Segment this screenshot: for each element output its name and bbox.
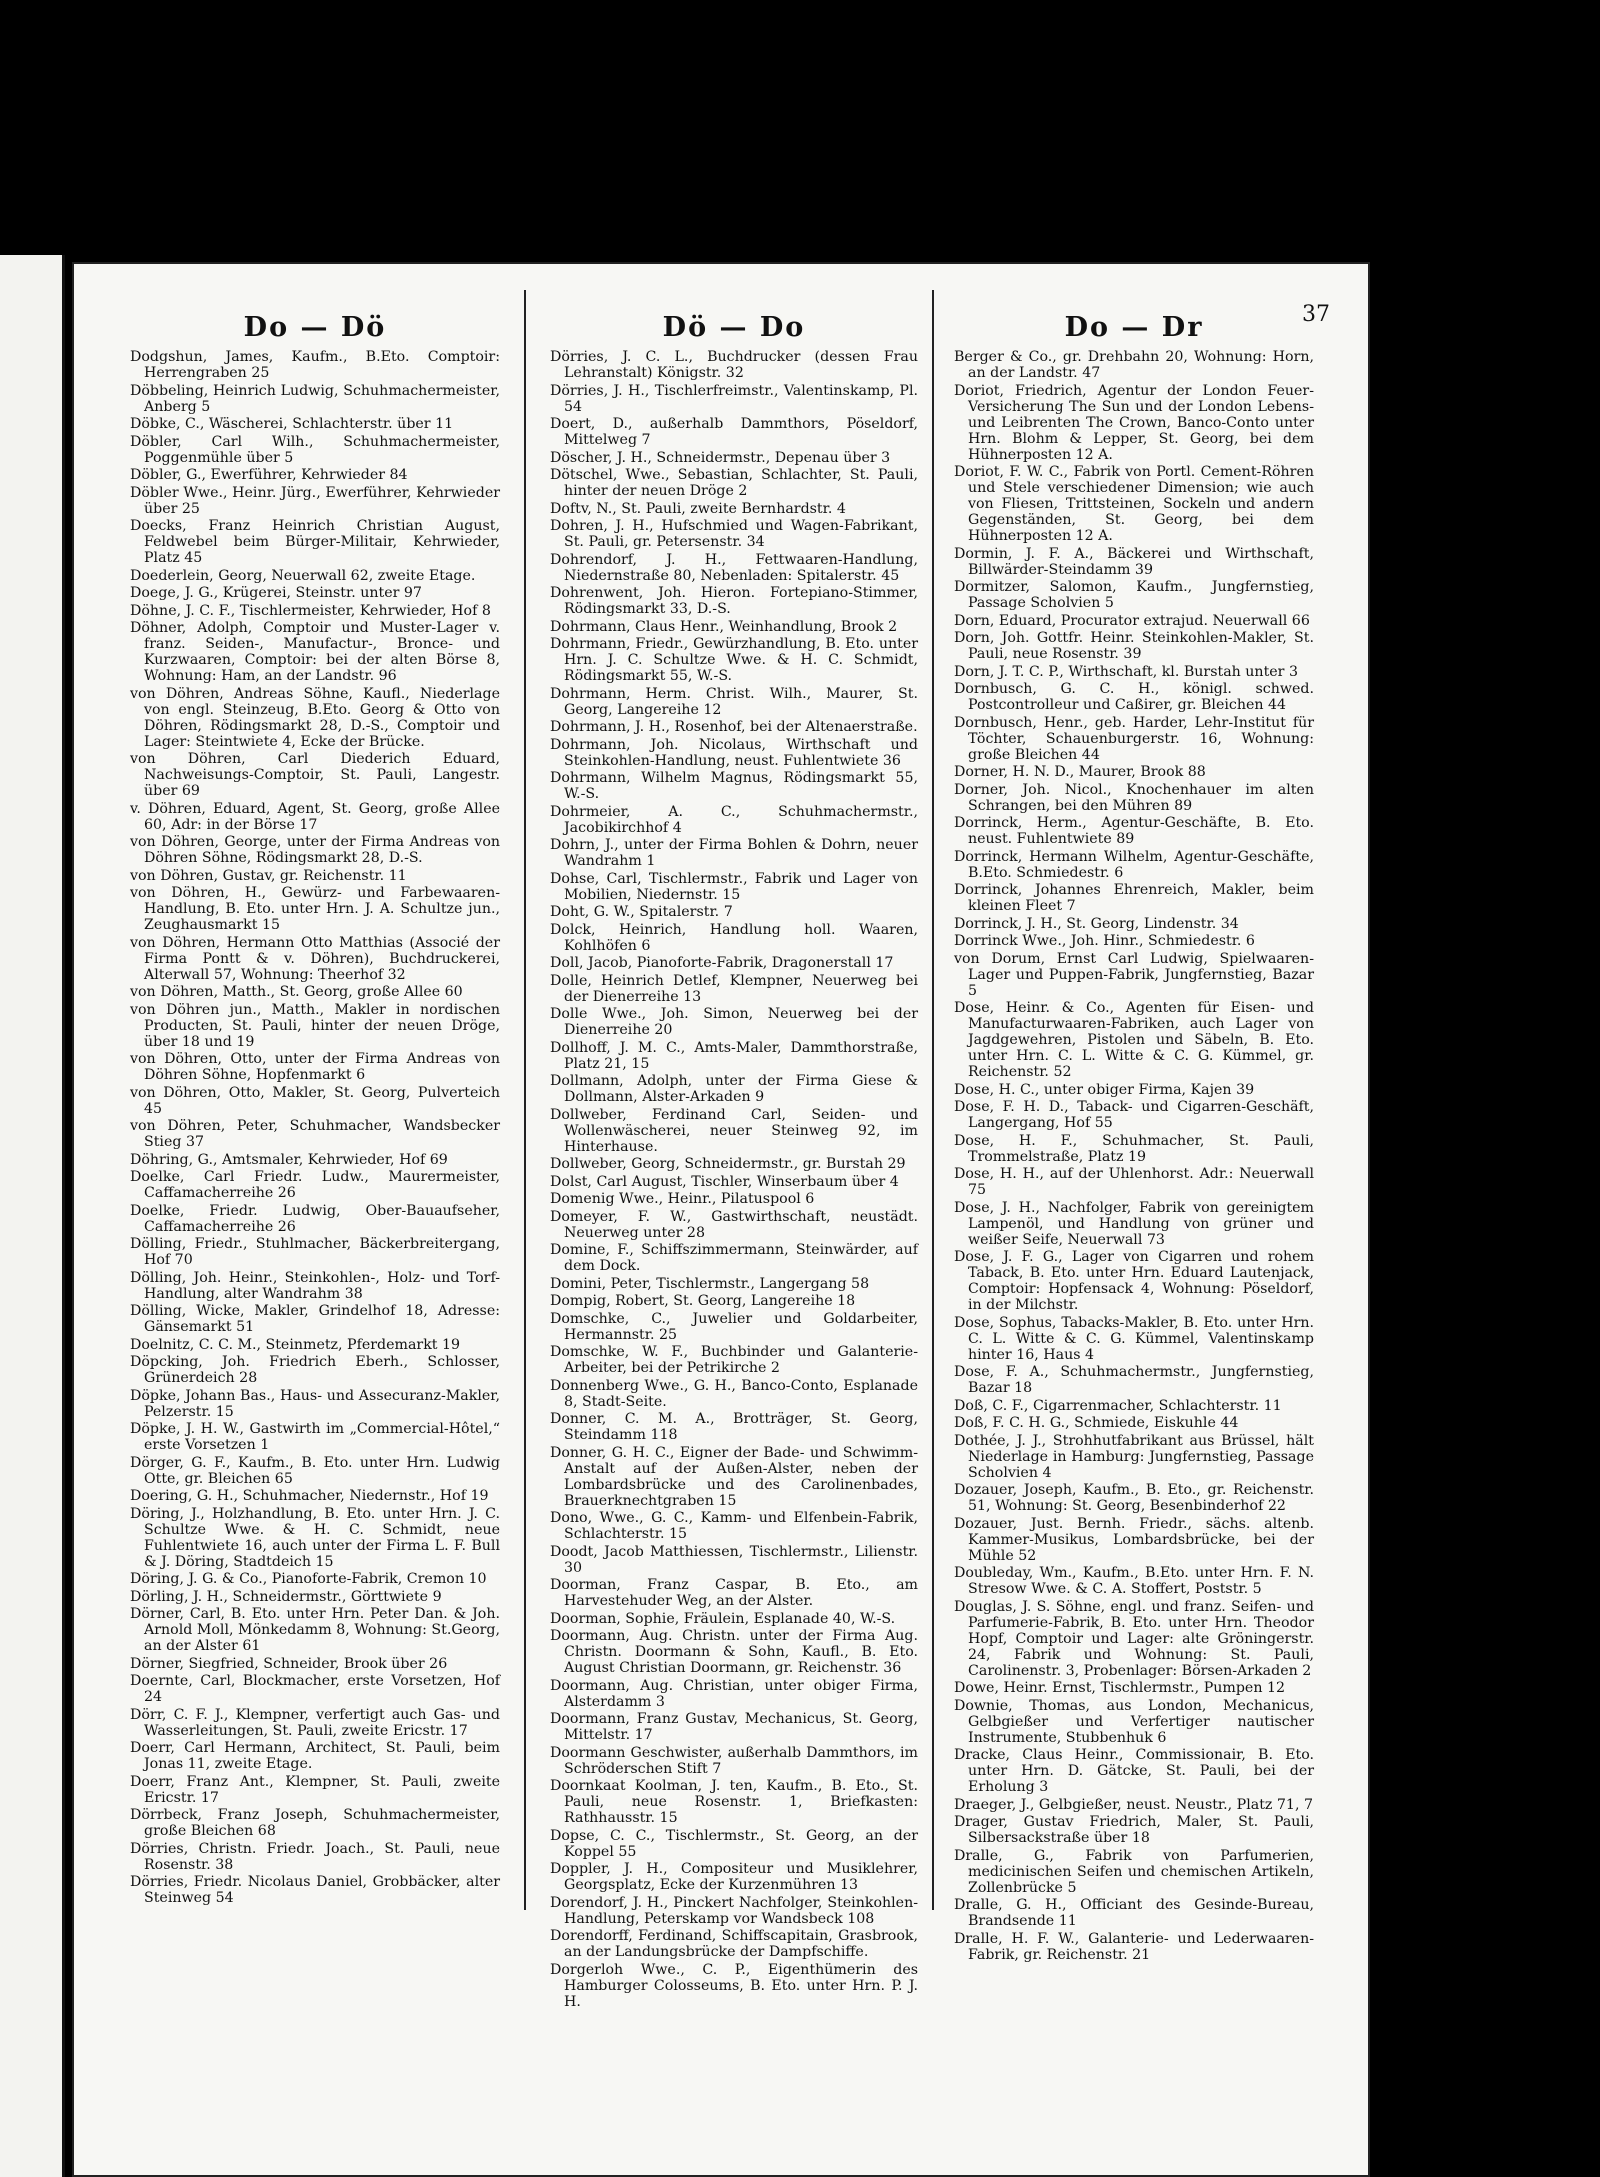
directory-entry: Dose, H. F., Schuhmacher, St. Pauli, Trommelstraße, Platz 19	[954, 1132, 1314, 1165]
directory-entry: Donnenberg Wwe., G. H., Banco-Conto, Esplanade 8, Stadt-Seite.	[550, 1377, 918, 1410]
directory-entry: Döpcking, Joh. Friedrich Eberh., Schlosser, Grünerdeich 28	[130, 1354, 500, 1386]
directory-entry: Dose, J. H., Nachfolger, Fabrik von gereinigtem Lampenöl, und Handlung von grüner und weißer Seife, Neuerwall 73	[954, 1199, 1314, 1248]
directory-entry: Döhne, J. C. F., Tischlermeister, Kehrwieder, Hof 8	[130, 602, 491, 619]
column-divider-1	[524, 290, 526, 1910]
directory-entry: Dose, Sophus, Tabacks-Makler, B. Eto. unter Hrn. C. L. Witte & C. G. Kümmel, Valentinskamp hinter 16, Haus 4	[954, 1314, 1314, 1363]
directory-entry: Dorgerloh Wwe., C. P., Eigenthümerin des Hamburger Colosseums, B. Eto. unter Hrn. P. J. H.	[550, 1961, 918, 2010]
directory-entry: Domini, Peter, Tischlermstr., Langergang 58	[550, 1275, 870, 1292]
directory-entry: Dörner, Carl, B. Eto. unter Hrn. Peter Dan. & Joh. Arnold Moll, Mönkedamm 8, Wohnung: St.Georg, an der Alster 61	[130, 1606, 500, 1654]
directory-entry: Doftv, N., St. Pauli, zweite Bernhardstr. 4	[550, 500, 846, 517]
directory-entry: Dohrmann, Friedr., Gewürzhandlung, B. Eto. unter Hrn. J. C. Schultze Wwe. & H. C. Schmidt, Rödingsmarkt 55, W.-S.	[550, 636, 918, 684]
directory-entry: Draeger, J., Gelbgießer, neust. Neustr., Platz 71, 7	[954, 1796, 1314, 1813]
directory-entry: Dracke, Claus Heinr., Commissionair, B. Eto. unter Hrn. D. Gätcke, St. Pauli, bei der Erholung 3	[954, 1747, 1314, 1795]
directory-entry: Doering, G. H., Schuhmacher, Niedernstr., Hof 19	[130, 1488, 489, 1504]
directory-entry: Doormann, Franz Gustav, Mechanicus, St. Georg, Mittelstr. 17	[550, 1711, 918, 1743]
directory-entry: Dorrinck, J. H., St. Georg, Lindenstr. 34	[954, 915, 1239, 932]
directory-entry: Dörr, C. F. J., Klempner, verfertigt auch Gas- und Wasserleitungen, St. Pauli, zweite Ericstr. 17	[130, 1706, 500, 1739]
directory-entry: Doederlein, Georg, Neuerwall 62, zweite Etage.	[130, 567, 476, 584]
directory-entry: Doubleday, Wm., Kaufm., B.Eto. unter Hrn. F. N. Stresow Wwe. & C. A. Stoffert, Poststr. 5	[954, 1565, 1314, 1597]
directory-entry: Dornbusch, G. C. H., königl. schwed. Postcontrolleur und Caßirer, gr. Bleichen 44	[954, 681, 1314, 713]
directory-entry: Dohrmann, Herm. Christ. Wilh., Maurer, St. Georg, Langereihe 12	[550, 685, 918, 718]
directory-entry: Doorman, Franz Caspar, B. Eto., am Harvestehuder Weg, an der Alster.	[550, 1577, 918, 1609]
directory-entry: Dollhoff, J. M. C., Amts-Maler, Dammthorstraße, Platz 21, 15	[550, 1039, 918, 1072]
directory-entry: Donner, C. M. A., Brotträger, St. Georg, Steindamm 118	[550, 1411, 918, 1443]
directory-entry: Doerr, Carl Hermann, Architect, St. Pauli, beim Jonas 11, zweite Etage.	[130, 1740, 500, 1772]
directory-entry: Dralle, H. F. W., Galanterie- und Lederwaaren-Fabrik, gr. Reichenstr. 21	[954, 1930, 1314, 1963]
directory-entry: Dörries, J. H., Tischlerfreimstr., Valentinskamp, Pl. 54	[550, 382, 918, 415]
directory-entry: Dopse, C. C., Tischlermstr., St. Georg, an der Koppel 55	[550, 1827, 918, 1860]
directory-entry: Dralle, G., Fabrik von Parfumerien, medicinischen Seifen und chemischen Artikeln, Zollenbrücke 5	[954, 1847, 1314, 1896]
directory-entry: Dorn, Joh. Gottfr. Heinr. Steinkohlen-Makler, St. Pauli, neue Rosenstr. 39	[954, 630, 1314, 662]
directory-entry: Dohren, J. H., Hufschmied und Wagen-Fabrikant, St. Pauli, gr. Petersenstr. 34	[550, 518, 918, 550]
directory-entry: von Döhren, Otto, Makler, St. Georg, Pulverteich 45	[130, 1084, 500, 1117]
directory-entry: Downie, Thomas, aus London, Mechanicus, Gelbgießer und Verfertiger nautischer Instrumente, Stubbenhuk 6	[954, 1697, 1314, 1746]
directory-entry: Doerr, Franz Ant., Klempner, St. Pauli, zweite Ericstr. 17	[130, 1773, 500, 1806]
directory-entry: Dormin, J. F. A., Bäckerei und Wirthschaft, Billwärder-Steindamm 39	[954, 545, 1314, 578]
directory-entry: Doert, D., außerhalb Dammthors, Pöseldorf, Mittelweg 7	[550, 416, 918, 448]
directory-entry: Dothée, J. J., Strohhutfabrikant aus Brüssel, hält Niederlage in Hamburg: Jungfernstieg, Passage Scholvien 4	[954, 1432, 1314, 1481]
column-header: Dö — Do	[662, 312, 806, 343]
directory-entry: Dorendorff, Ferdinand, Schiffscapitain, Grasbrook, an der Landungsbrücke der Dampfschiffe.	[550, 1928, 918, 1960]
directory-entry: Doecks, Franz Heinrich Christian August, Feldwebel beim Bürger-Militair, Kehrwieder, Platz 45	[130, 518, 500, 566]
directory-entry: Dörries, J. C. L., Buchdrucker (dessen Frau Lehranstalt) Königstr. 32	[550, 349, 918, 381]
directory-entry: Domeyer, F. W., Gastwirthschaft, neustädt. Neuerweg unter 28	[550, 1208, 918, 1241]
directory-entry: Dörling, J. H., Schneidermstr., Görttwiete 9	[130, 1588, 442, 1605]
column-header: Do — Dö	[243, 312, 387, 343]
directory-entry: Doodt, Jacob Matthiessen, Tischlermstr., Lilienstr. 30	[550, 1543, 918, 1576]
entry-list	[954, 349, 1314, 1963]
column-1	[130, 312, 500, 1908]
directory-entry: Dolle, Heinrich Detlef, Klempner, Neuerweg bei der Dienerreihe 13	[550, 972, 918, 1005]
directory-entry: Dormitzer, Salomon, Kaufm., Jungfernstieg, Passage Scholvien 5	[954, 579, 1314, 611]
directory-entry: Dohrenwent, Joh. Hieron. Fortepiano-Stimmer, Rödingsmarkt 33, D.-S.	[550, 585, 918, 617]
directory-entry: Doormann Geschwister, außerhalb Dammthors, im Schröderschen Stift 7	[550, 1744, 918, 1777]
directory-entry: Dolle Wwe., Joh. Simon, Neuerweg bei der Dienerreihe 20	[550, 1006, 918, 1038]
directory-entry: von Döhren, Gustav, gr. Reichenstr. 11	[130, 867, 407, 884]
entry-list	[550, 349, 918, 2010]
directory-entry: Döbbeling, Heinrich Ludwig, Schuhmachermeister, Anberg 5	[130, 382, 500, 415]
directory-entry: Douglas, J. S. Söhne, engl. und franz. Seifen- und Parfumerie-Fabrik, B. Eto. unter Hrn. Theodor Hopf, Comptoir und Lager: alte Gröningerstr. 24, Fabrik und Wohnung: St. Pauli, Carolinenstr. 3, Probenlager: Börsen-Arkaden 2	[954, 1598, 1314, 1679]
directory-entry: Dörrbeck, Franz Joseph, Schuhmachermeister, große Bleichen 68	[130, 1807, 500, 1839]
directory-entry: Dose, J. F. G., Lager von Cigarren und rohem Taback, B. Eto. unter Hrn. Eduard Lautenjack, Comptoir: Hopfensack 4, Wohnung: Pöseldorf, in der Milchstr.	[954, 1249, 1314, 1313]
directory-entry: Doppler, J. H., Compositeur und Musiklehrer, Georgsplatz, Ecke der Kurzenmühren 13	[550, 1861, 918, 1893]
directory-entry: Döring, J., Holzhandlung, B. Eto. unter Hrn. J. C. Schultze Wwe. & H. C. Schmidt, neue Fuhlentwiete 16, auch unter der Firma L. F. Bull & J. Döring, Stadtdeich 15	[130, 1505, 500, 1570]
directory-entry: von Döhren, Carl Diederich Eduard, Nachweisungs-Comptoir, St. Pauli, Langestr. über 69	[130, 751, 500, 799]
entry-list	[130, 349, 500, 1906]
directory-entry: Dose, F. A., Schuhmachermstr., Jungfernstieg, Bazar 18	[954, 1364, 1314, 1396]
directory-entry: Dörries, Friedr. Nicolaus Daniel, Grobbäcker, alter Steinweg 54	[130, 1874, 500, 1906]
directory-entry: Dorrinck Wwe., Joh. Hinr., Schmiedestr. 6	[954, 933, 1255, 949]
directory-entry: Dozauer, Just. Bernh. Friedr., sächs. altenb. Kammer-Musikus, Lombardsbrücke, bei der Mühle 52	[954, 1515, 1314, 1564]
directory-entry: Döhring, G., Amtsmaler, Kehrwieder, Hof 69	[130, 1151, 448, 1168]
directory-entry: Dolck, Heinrich, Handlung holl. Waaren, Kohlhöfen 6	[550, 921, 918, 954]
directory-entry: Dollmann, Adolph, unter der Firma Giese & Dollmann, Alster-Arkaden 9	[550, 1073, 918, 1105]
directory-entry: Dorner, Joh. Nicol., Knochenhauer im alten Schrangen, bei den Mühren 89	[954, 781, 1314, 814]
directory-entry: Doornkaat Koolman, J. ten, Kaufm., B. Eto., St. Pauli, neue Rosenstr. 1, Briefkasten: Rathhausstr. 15	[550, 1778, 918, 1826]
directory-entry: Dörries, Christn. Friedr. Joach., St. Pauli, neue Rosenstr. 38	[130, 1840, 500, 1873]
directory-entry: von Döhren, H., Gewürz- und Farbewaaren-Handlung, B. Eto. unter Hrn. J. A. Schultze jun., Zeughausmarkt 15	[130, 885, 500, 933]
directory-entry: Dralle, G. H., Officiant des Gesinde-Bureau, Brandsende 11	[954, 1897, 1314, 1929]
directory-entry: Doß, F. C. H. G., Schmiede, Eiskuhle 44	[954, 1415, 1239, 1431]
directory-entry: Dorendorf, J. H., Pinckert Nachfolger, Steinkohlen-Handlung, Peterskamp vor Wandsbeck 108	[550, 1894, 918, 1927]
directory-entry: Dose, F. H. D., Taback- und Cigarren-Geschäft, Langergang, Hof 55	[954, 1099, 1314, 1131]
directory-entry: Dornbusch, Henr., geb. Harder, Lehr-Institut für Töchter, Schauenburgerstr. 16, Wohnung: große Bleichen 44	[954, 714, 1314, 763]
directory-entry: Doriot, F. W. C., Fabrik von Portl. Cement-Röhren und Stele verschiedener Dimension; wie auch von Fliesen, Trittsteinen, Sockeln und andern Gegenständen, St. Georg, bei dem Hühnerposten 12 A.	[954, 464, 1314, 544]
directory-entry: Dorn, J. T. C. P., Wirthschaft, kl. Burstah unter 3	[954, 663, 1298, 680]
directory-entry: Döbler Wwe., Heinr. Jürg., Ewerführer, Kehrwieder über 25	[130, 484, 500, 517]
directory-entry: Dötschel, Wwe., Sebastian, Schlachter, St. Pauli, hinter der neuen Dröge 2	[550, 467, 918, 499]
column-2	[550, 312, 918, 2011]
directory-entry: Doormann, Aug. Christian, unter obiger Firma, Alsterdamm 3	[550, 1677, 918, 1710]
directory-entry: Dozauer, Joseph, Kaufm., B. Eto., gr. Reichenstr. 51, Wohnung: St. Georg, Besenbinderhof 22	[954, 1482, 1314, 1514]
directory-entry: Domschke, C., Juwelier und Goldarbeiter, Hermannstr. 25	[550, 1310, 918, 1343]
directory-entry: Drager, Gustav Friedrich, Maler, St. Pauli, Silbersackstraße über 18	[954, 1814, 1314, 1846]
directory-entry: von Döhren, Hermann Otto Matthias (Associé der Firma Pontt & v. Döhren), Buchdruckerei, Alterwall 57, Wohnung: Theerhof 32	[130, 934, 500, 983]
directory-entry: Dohrmann, Claus Henr., Weinhandlung, Brook 2	[550, 618, 898, 635]
directory-entry: Dorrinck, Hermann Wilhelm, Agentur-Geschäfte, B.Eto. Schmiedestr. 6	[954, 848, 1314, 881]
directory-entry: Domine, F., Schiffszimmermann, Steinwärder, auf dem Dock.	[550, 1242, 918, 1274]
directory-entry: Dono, Wwe., G. C., Kamm- und Elfenbein-Fabrik, Schlachterstr. 15	[550, 1510, 918, 1542]
directory-entry: Doß, C. F., Cigarrenmacher, Schlachterstr. 11	[954, 1397, 1282, 1414]
directory-entry: Dorner, H. N. D., Maurer, Brook 88	[954, 764, 1206, 780]
directory-entry: Dohse, Carl, Tischlermstr., Fabrik und Lager von Mobilien, Niedernstr. 15	[550, 870, 918, 903]
directory-entry: Dörger, G. F., Kaufm., B. Eto. unter Hrn. Ludwig Otte, gr. Bleichen 65	[130, 1454, 500, 1487]
directory-entry: Dorn, Eduard, Procurator extrajud. Neuerwall 66	[954, 612, 1310, 629]
directory-entry: Doelnitz, C. C. M., Steinmetz, Pferdemarkt 19	[130, 1336, 461, 1353]
directory-entry: Doriot, Friedrich, Agentur der London Feuer-Versicherung The Sun und der London Lebens- und Leibrenten The Crown, Banco-Conto unter Hrn. Blohm & Lepper, St. Georg, bei dem Hühnerposten 12 A.	[954, 382, 1314, 463]
directory-entry: Döring, J. G. & Co., Pianoforte-Fabrik, Cremon 10	[130, 1571, 487, 1587]
previous-page-edge	[0, 255, 65, 2177]
column-3	[954, 312, 1314, 1964]
page-number: 37	[1302, 302, 1330, 327]
directory-entry: Döpke, J. H. W., Gastwirth im „Commercial-Hôtel,“ erste Vorsetzen 1	[130, 1421, 500, 1453]
directory-page	[72, 262, 1370, 2177]
directory-entry: Döbke, C., Wäscherei, Schlachterstr. über 11	[130, 416, 454, 432]
directory-entry: Döhner, Adolph, Comptoir und Muster-Lager v. franz. Seiden-, Manufactur-, Bronce- und Kurzwaaren, Comptoir: bei der alten Börse 8, Wohnung: Ham, an der Landstr. 96	[130, 620, 500, 684]
directory-entry: Dohrendorf, J. H., Fettwaaren-Handlung, Niedernstraße 80, Nebenladen: Spitalerstr. 45	[550, 551, 918, 584]
directory-entry: Döpke, Johann Bas., Haus- und Assecuranz-Makler, Pelzerstr. 15	[130, 1387, 500, 1420]
directory-entry: Dohrmeier, A. C., Schuhmachermstr., Jacobikirchhof 4	[550, 803, 918, 836]
directory-entry: Döscher, J. H., Schneidermstr., Depenau über 3	[550, 449, 891, 466]
directory-entry: Dohrmann, J. H., Rosenhof, bei der Altenaerstraße.	[550, 719, 918, 735]
directory-entry: Donner, G. H. C., Eigner der Bade- und Schwimm-Anstalt auf der Außen-Alster, neben der Lombardsbrücke und des Carolinenbades, Brauerknechtgraben 15	[550, 1444, 918, 1509]
directory-entry: von Döhren, Peter, Schuhmacher, Wandsbecker Stieg 37	[130, 1118, 500, 1150]
directory-entry: von Döhren, Matth., St. Georg, große Allee 60	[130, 984, 463, 1000]
directory-entry: Dorrinck, Herm., Agentur-Geschäfte, B. Eto. neust. Fuhlentwiete 89	[954, 815, 1314, 847]
directory-entry: Doernte, Carl, Blockmacher, erste Vorsetzen, Hof 24	[130, 1673, 500, 1705]
directory-entry: Doht, G. W., Spitalerstr. 7	[550, 904, 733, 920]
directory-entry: von Döhren, Otto, unter der Firma Andreas von Döhren Söhne, Hopfenmarkt 6	[130, 1051, 500, 1083]
directory-entry: Dohrmann, Joh. Nicolaus, Wirthschaft und Steinkohlen-Handlung, neust. Fuhlentwiete 36	[550, 736, 918, 769]
directory-entry: Dose, H. C., unter obiger Firma, Kajen 39	[954, 1081, 1255, 1098]
directory-entry: Dose, H. H., auf der Uhlenhorst. Adr.: Neuerwall 75	[954, 1166, 1314, 1198]
directory-entry: Dolst, Carl August, Tischler, Winserbaum über 4	[550, 1173, 899, 1190]
directory-entry: Dohrmann, Wilhelm Magnus, Rödingsmarkt 55, W.-S.	[550, 770, 918, 802]
directory-entry: Dohrn, J., unter der Firma Bohlen & Dohrn, neuer Wandrahm 1	[550, 837, 918, 869]
directory-entry: Dollweber, Ferdinand Carl, Seiden- und Wollenwäscherei, neuer Steinweg 92, im Hinterhause.	[550, 1106, 918, 1155]
directory-entry: Dompig, Robert, St. Georg, Langereihe 18	[550, 1293, 856, 1309]
directory-entry: Dodgshun, James, Kaufm., B.Eto. Comptoir: Herrengraben 25	[130, 349, 500, 381]
directory-entry: Doll, Jacob, Pianoforte-Fabrik, Dragonerstall 17	[550, 955, 894, 971]
directory-entry: Doelke, Carl Friedr. Ludw., Maurermeister, Caffamacherreihe 26	[130, 1169, 500, 1201]
directory-entry: Doelke, Friedr. Ludwig, Ober-Bauaufseher, Caffamacherreihe 26	[130, 1202, 500, 1235]
directory-entry: Dorrinck, Johannes Ehrenreich, Makler, beim kleinen Fleet 7	[954, 882, 1314, 914]
directory-entry: Döbler, Carl Wilh., Schuhmachermeister, Poggenmühle über 5	[130, 433, 500, 466]
directory-entry: Berger & Co., gr. Drehbahn 20, Wohnung: Horn, an der Landstr. 47	[954, 349, 1314, 381]
directory-entry: Doorman, Sophie, Fräulein, Esplanade 40, W.-S.	[550, 1610, 896, 1627]
directory-entry: von Döhren, George, unter der Firma Andreas von Döhren Söhne, Rödingsmarkt 28, D.-S.	[130, 834, 500, 866]
directory-entry: von Döhren jun., Matth., Makler in nordischen Producten, St. Pauli, hinter der neuen Dröge, über 18 und 19	[130, 1001, 500, 1050]
directory-entry: Domschke, W. F., Buchbinder und Galanterie-Arbeiter, bei der Petrikirche 2	[550, 1344, 918, 1376]
directory-entry: Domenig Wwe., Heinr., Pilatuspool 6	[550, 1191, 815, 1207]
directory-entry: Dollweber, Georg, Schneidermstr., gr. Burstah 29	[550, 1156, 906, 1172]
directory-entry: Dölling, Friedr., Stuhlmacher, Bäckerbreitergang, Hof 70	[130, 1236, 500, 1268]
directory-entry: Dölling, Wicke, Makler, Grindelhof 18, Adresse: Gänsemarkt 51	[130, 1303, 500, 1335]
directory-entry: von Dorum, Ernst Carl Ludwig, Spielwaaren-Lager und Puppen-Fabrik, Jungfernstieg, Bazar 5	[954, 950, 1314, 999]
directory-entry: v. Döhren, Eduard, Agent, St. Georg, große Allee 60, Adr: in der Börse 17	[130, 800, 500, 833]
column-header: Do — Dr	[1064, 312, 1204, 343]
directory-entry: Dose, Heinr. & Co., Agenten für Eisen- und Manufacturwaaren-Fabriken, auch Lager von Jagdgewehren, Pistolen und Säbeln, B. Eto. unter Hrn. C. L. Witte & C. G. Kümmel, gr. Reichenstr. 52	[954, 1000, 1314, 1080]
directory-entry: Dowe, Heinr. Ernst, Tischlermstr., Pumpen 12	[954, 1680, 1286, 1696]
directory-entry: Dölling, Joh. Heinr., Steinkohlen-, Holz- und Torf-Handlung, alter Wandrahm 38	[130, 1269, 500, 1302]
column-divider-2	[932, 290, 934, 1910]
directory-entry: von Döhren, Andreas Söhne, Kaufl., Niederlage von engl. Steinzeug, B.Eto. Georg & Otto von Döhren, Rödingsmarkt 28, D.-S., Comptoir und Lager: Steintwiete 4, Ecke der Brücke.	[130, 685, 500, 750]
directory-entry: Dörner, Siegfried, Schneider, Brook über 26	[130, 1655, 448, 1672]
directory-entry: Doege, J. G., Krügerei, Steinstr. unter 97	[130, 585, 422, 601]
directory-entry: Doormann, Aug. Christn. unter der Firma Aug. Christn. Doormann & Sohn, Kaufl., B. Eto. August Christian Doormann, gr. Reichenstr. 36	[550, 1628, 918, 1676]
directory-entry: Döbler, G., Ewerführer, Kehrwieder 84	[130, 467, 408, 483]
